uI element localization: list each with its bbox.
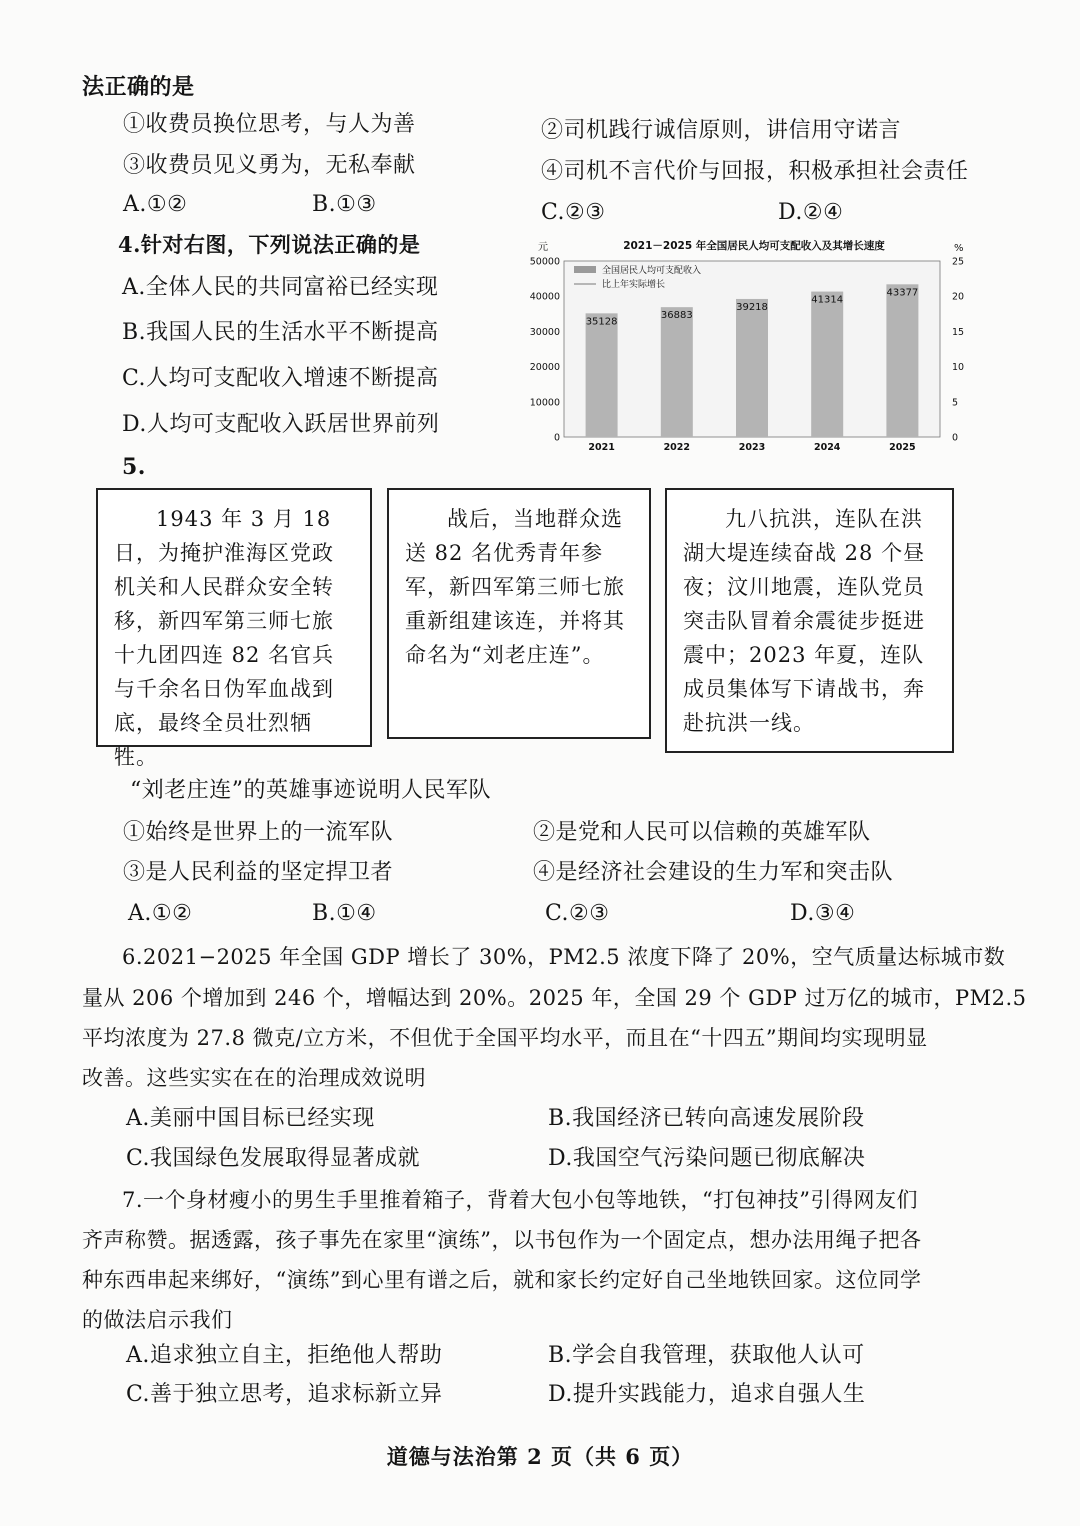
chart-left-unit: 元 [538,242,548,253]
q7-line-4: 的做法启示我们 [82,1308,233,1332]
legend-label-growth: 比上年实际增长 [602,280,666,290]
q6-option-d: D.我国空气污染问题已彻底解决 [548,1146,866,1171]
q3-option-4: ④司机不言代价与回报，积极承担社会责任 [541,159,969,184]
q4-option-c: C.人均可支配收入增速不断提高 [122,366,439,391]
q5-choice-c: C.②③ [545,901,610,926]
q4-option-b: B.我国人民的生活水平不断提高 [122,320,439,345]
q7-line-1: 7.一个身材瘦小的男生手里推着箱子，背着大包小包等地铁，“打包神技”引得网友们 [122,1188,919,1212]
q6-option-a: A.美丽中国目标已经实现 [126,1106,375,1131]
income-bar [661,307,693,437]
y-right-tick-label: 10 [952,362,965,374]
q5-material-2-text: 战后，当地群众选送 82 名优秀青年参军，新四军第三师七旅重新组建该连，并将其命名为“刘老庄连”。 [405,507,625,667]
y-left-tick-label: 30000 [529,326,560,338]
bar-value-label: 43377 [886,287,919,299]
q5-choice-b: B.①④ [312,901,377,926]
q7-line-3: 种东西串起来绑好，“演练”到心里有谱之后，就和家长约定好自己坐地铁回家。这位同学 [82,1268,922,1292]
q4-stem: 4.针对右图，下列说法正确的是 [118,232,421,257]
y-right-tick-label: 20 [952,291,965,303]
q5-option-1: ①始终是世界上的一流军队 [123,820,394,845]
income-bar [811,292,843,437]
income-bar [886,284,918,437]
y-right-tick-label: 5 [952,397,959,409]
q6-line-3: 平均浓度为 27.8 微克/立方米，不但优于全国平均水平，而且在“十四五”期间均实现明显 [82,1026,928,1050]
q5-material-box-1 [96,488,372,769]
q3-choice-a: A.①② [123,192,188,217]
bar-value-label: 36883 [660,310,693,322]
q3-option-2: ②司机践行诚信原则，讲信用守诺言 [541,118,902,143]
q3-choice-c: C.②③ [541,200,606,225]
page-footer: 道德与法治第 2 页（共 6 页） [386,1444,694,1469]
q5-stem: “刘老庄连”的英雄事迹说明人民军队 [130,778,491,803]
q5-material-box-2 [387,488,651,739]
q5-material-box-3 [665,488,954,753]
q7-option-a: A.追求独立自主，拒绝他人帮助 [126,1343,443,1368]
y-left-tick-label: 10000 [529,397,560,409]
q6-line-4: 改善。这些实实在在的治理成效说明 [82,1066,426,1090]
y-right-tick-label: 0 [952,432,959,444]
q4-option-a: A.全体人民的共同富裕已经实现 [122,275,439,300]
x-tick-label: 2024 [813,442,841,453]
chart-title: 2021－2025 年全国居民人均可支配收入及其增长速度 [623,240,885,252]
legend-swatch-income [574,266,596,273]
q5-option-3: ③是人民利益的坚定捍卫者 [123,860,394,885]
q7-option-b: B.学会自我管理，获取他人认可 [548,1343,865,1368]
x-tick-label: 2022 [663,442,691,453]
q3-choice-d: D.②④ [778,200,844,225]
y-left-tick-label: 50000 [529,256,560,268]
q5-choice-d: D.③④ [790,901,856,926]
bar-value-label: 35128 [585,316,618,328]
y-right-tick-label: 25 [952,256,965,268]
q4-option-d: D.人均可支配收入跃居世界前列 [122,412,440,437]
y-right-tick-label: 15 [952,326,965,338]
q5-option-2: ②是党和人民可以信赖的英雄军队 [533,820,871,845]
q6-line-2: 量从 206 个增加到 246 个，增幅达到 20%。2025 年，全国 29 个 GDP 过万亿的城市，PM2.5 [82,986,1027,1010]
x-tick-label: 2023 [738,442,766,453]
income-bar [586,313,618,437]
x-tick-label: 2021 [588,442,615,453]
q6-line-1: 6.2021−2025 年全国 GDP 增长了 30%，PM2.5 浓度下降了 20%，空气质量达标城市数 [122,945,1006,969]
q3-option-1: ①收费员换位思考，与人为善 [123,112,416,137]
q5-material-3-text: 九八抗洪，连队在洪湖大堤连续奋战 28 个昼夜；汶川地震，连队党员突击队冒着余震徒步挺进震中；2023 年夏，连队成员集体写下请战书，奔赴抗洪一线。 [683,507,926,735]
income-bar [736,299,768,437]
y-left-tick-label: 20000 [529,362,560,374]
y-left-tick-label: 40000 [529,291,560,303]
q6-option-b: B.我国经济已转向高速发展阶段 [548,1106,865,1131]
q3-option-3: ③收费员见义勇为，无私奉献 [123,153,416,178]
bar-value-label: 41314 [811,294,844,306]
q3-stem-tail: 法正确的是 [82,74,195,100]
q5-number: 5. [122,454,146,480]
q5-material-1-text: 1943 年 3 月 18 日，为掩护淮海区党政机关和人民群众安全转移，新四军第三师七旅十九团四连 82 名官兵与千余名日伪军血战到底，最终全员壮烈牺牲。 [114,507,335,769]
chart-right-unit: % [954,243,964,254]
q7-line-2: 齐声称赞。据透露，孩子事先在家里“演练”，以书包作为一个固定点，想办法用绳子把各 [82,1228,922,1252]
legend-label-income: 全国居民人均可支配收入 [602,266,702,276]
y-left-tick-label: 0 [553,432,560,444]
bar-value-label: 39218 [736,301,768,313]
income-bar-chart [522,232,970,458]
q3-choice-b: B.①③ [312,192,377,217]
q6-option-c: C.我国绿色发展取得显著成就 [126,1146,421,1171]
q7-option-c: C.善于独立思考，追求标新立异 [126,1382,443,1407]
q5-choice-a: A.①② [128,901,193,926]
q5-option-4: ④是经济社会建设的生力军和突击队 [533,860,894,885]
q7-option-d: D.提升实践能力，追求自强人生 [548,1382,866,1407]
x-tick-label: 2025 [889,442,916,453]
